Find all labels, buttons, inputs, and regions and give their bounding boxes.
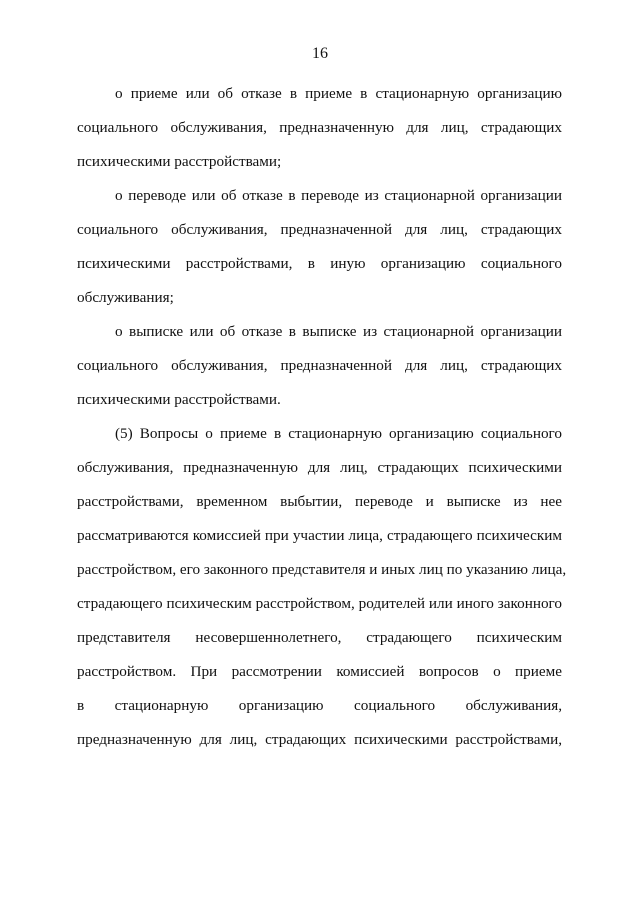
page-number: 16 <box>312 45 328 62</box>
document-body <box>77 81 567 761</box>
text-line: расстройством. При рассмотрении комиссией вопросов о приеме <box>77 663 562 680</box>
text-line: о переводе или об отказе в переводе из стационарной организации <box>115 187 562 204</box>
text-line: о приеме или об отказе в приеме в стационарную организацию <box>115 85 562 102</box>
text-line: обслуживания; <box>77 289 174 306</box>
text-line: в стационарную организацию социального обслуживания, <box>77 697 562 714</box>
text-line: расстройством, его законного представителя и иных лиц по указанию лица, <box>77 561 567 578</box>
paragraph-discharge-decision <box>77 319 562 421</box>
paragraph-admission-decision <box>77 81 562 183</box>
text-line: представителя несовершеннолетнего, страдающего психическим <box>77 629 562 646</box>
text-line: социального обслуживания, предназначенной для лиц, страдающих <box>77 221 562 238</box>
text-line: социального обслуживания, предназначенной для лиц, страдающих <box>77 357 562 374</box>
text-line: психическими расстройствами; <box>77 153 282 170</box>
text-line: психическими расстройствами. <box>77 391 281 408</box>
text-line: страдающего психическим расстройством, родителей или иного законного <box>77 595 562 612</box>
text-line: расстройствами, временном выбытии, переводе и выписке из нее <box>77 493 562 510</box>
text-line: рассматриваются комиссией при участии лица, страдающего психическим <box>77 527 562 544</box>
text-line: (5) Вопросы о приеме в стационарную организацию социального <box>115 425 562 442</box>
text-line: предназначенную для лиц, страдающих психическими расстройствами, <box>77 731 562 748</box>
paragraph-transfer-decision <box>77 183 562 319</box>
text-line: обслуживания, предназначенную для лиц, страдающих психическими <box>77 459 562 476</box>
paragraph-section-5 <box>77 421 567 761</box>
text-line: психическими расстройствами, в иную организацию социального <box>77 255 562 272</box>
text-line: социального обслуживания, предназначенную для лиц, страдающих <box>77 119 562 136</box>
text-line: о выписке или об отказе в выписке из стационарной организации <box>115 323 562 340</box>
